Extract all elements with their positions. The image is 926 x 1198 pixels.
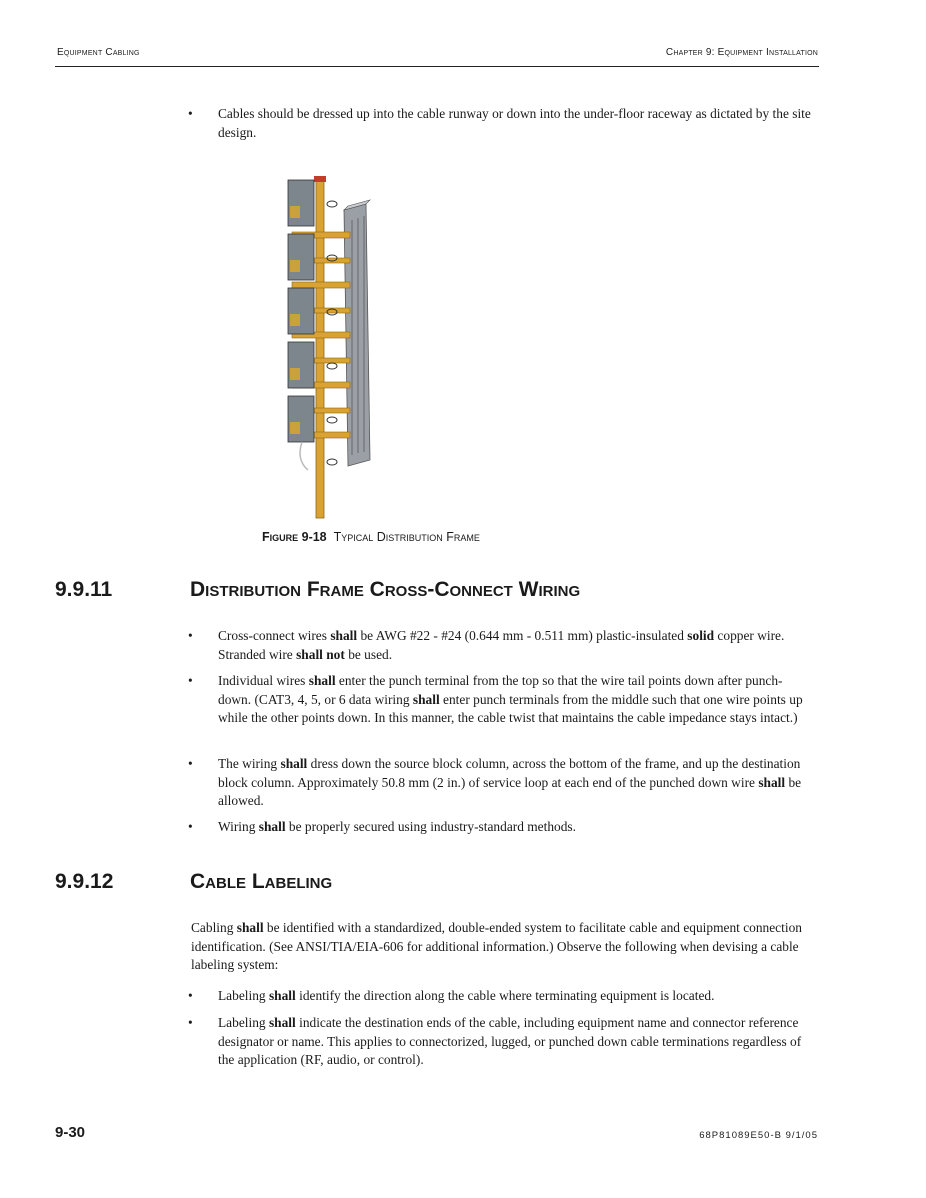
list-item: [188, 627, 812, 664]
page-number: 9-30: [55, 1124, 86, 1141]
emphasis-text: shall: [268, 988, 296, 1003]
document-reference: 68P81089E50-B 9/1/05: [699, 1130, 818, 1141]
cable-labeling-paragraph: [191, 919, 816, 975]
distribution-frame-illustration: [262, 170, 402, 520]
section-title: Cable Labeling: [190, 870, 333, 893]
body-text: enter punch terminals from the middle such that one wire points up while the other points down. In this manner, the cable twist that maintains the cable impedance stays intact.): [218, 691, 803, 725]
body-text: be used.: [344, 646, 393, 662]
body-text: Labeling: [218, 1015, 269, 1030]
body-text: copper wire. Stranded wire: [218, 628, 785, 662]
body-text: Individual wires: [218, 673, 309, 688]
body-text: The wiring: [218, 756, 281, 771]
distribution-frame-figure: [262, 170, 402, 520]
bullet-dot: •: [188, 988, 193, 1003]
list-item: [188, 818, 812, 837]
body-text: be identified with a standardized, double-ended system to facilitate cable and equipment connection identification. (See ANSI/TIA/EIA-606 for additional information.) Observe the following when devising a cable labeling system:: [191, 920, 802, 972]
list-item: [188, 1014, 812, 1070]
section-title: Distribution Frame Cross-Connect Wiring: [190, 578, 581, 601]
bullet-dot: •: [188, 756, 193, 771]
bullet-dot: •: [188, 673, 193, 688]
body-text: identify the direction along the cable where terminating equipment is located.: [295, 988, 715, 1003]
body-text: be allowed.: [218, 774, 802, 808]
list-item-text: [218, 672, 812, 728]
emphasis-text: shall: [308, 673, 336, 688]
body-text: Wiring: [218, 819, 259, 834]
list-item-text: [218, 755, 812, 811]
emphasis-text: shall: [412, 691, 440, 707]
list-item-text: [218, 1014, 812, 1070]
header-chapter-section: Equipment Cabling: [57, 47, 140, 58]
body-text: dress down the source block column, across the bottom of the frame, and up the destination block column. Approximately 50.8 mm (2 in.) of service loop at each end of the punched down wire: [218, 756, 801, 790]
body-text: indicate the destination ends of the cable, including equipment name and connector reference designator or name. This applies to connectorized, lugged, or punched down cable terminations regardless of the application (RF, audio, or control).: [218, 1015, 802, 1067]
body-text: be AWG #22 - #24 (0.644 mm - 0.511 mm) plastic-insulated: [357, 628, 688, 643]
header-chapter-title: Chapter 9: Equipment Installation: [665, 47, 818, 58]
list-item: [188, 755, 812, 811]
list-item: [188, 987, 812, 1006]
body-text: Cross-connect wires: [218, 628, 331, 643]
intro-bullet: [188, 105, 812, 142]
body-text: be properly secured using industry-standard methods.: [285, 819, 576, 834]
body-text: Cabling: [191, 920, 237, 935]
list-item-text: [218, 627, 812, 664]
section-number: 9.9.11: [55, 578, 113, 601]
body-text: Labeling: [218, 988, 269, 1003]
emphasis-text: solid: [687, 628, 715, 643]
bullet-dot: •: [188, 106, 193, 121]
body-text: enter the punch terminal from the top so that the wire tail points down after punch-down. (CAT3, 4, 5, or 6 data wiring: [218, 673, 783, 707]
figure-caption: [262, 530, 480, 544]
section-number: 9.9.12: [55, 870, 114, 893]
emphasis-text: shall: [758, 774, 786, 790]
emphasis-text: shall: [280, 756, 308, 771]
emphasis-text: shall: [236, 920, 264, 935]
figure-title: Typical Distribution Frame: [333, 530, 480, 544]
emphasis-text: shall: [268, 1015, 296, 1030]
figure-label: Figure 9-18: [262, 530, 327, 544]
bullet-dot: •: [188, 1015, 193, 1030]
list-item-text: [218, 818, 812, 837]
list-item: [188, 672, 812, 728]
emphasis-text: shall: [330, 628, 358, 643]
emphasis-text: shall not: [296, 646, 345, 662]
list-item-text: [218, 987, 812, 1006]
emphasis-text: shall: [258, 819, 286, 834]
intro-bullet-text: Cables should be dressed up into the cable runway or down into the under-floor raceway as dictated by the site design.: [218, 106, 811, 140]
bullet-dot: •: [188, 628, 193, 643]
header-rule: [55, 66, 819, 67]
bullet-dot: •: [188, 819, 193, 834]
